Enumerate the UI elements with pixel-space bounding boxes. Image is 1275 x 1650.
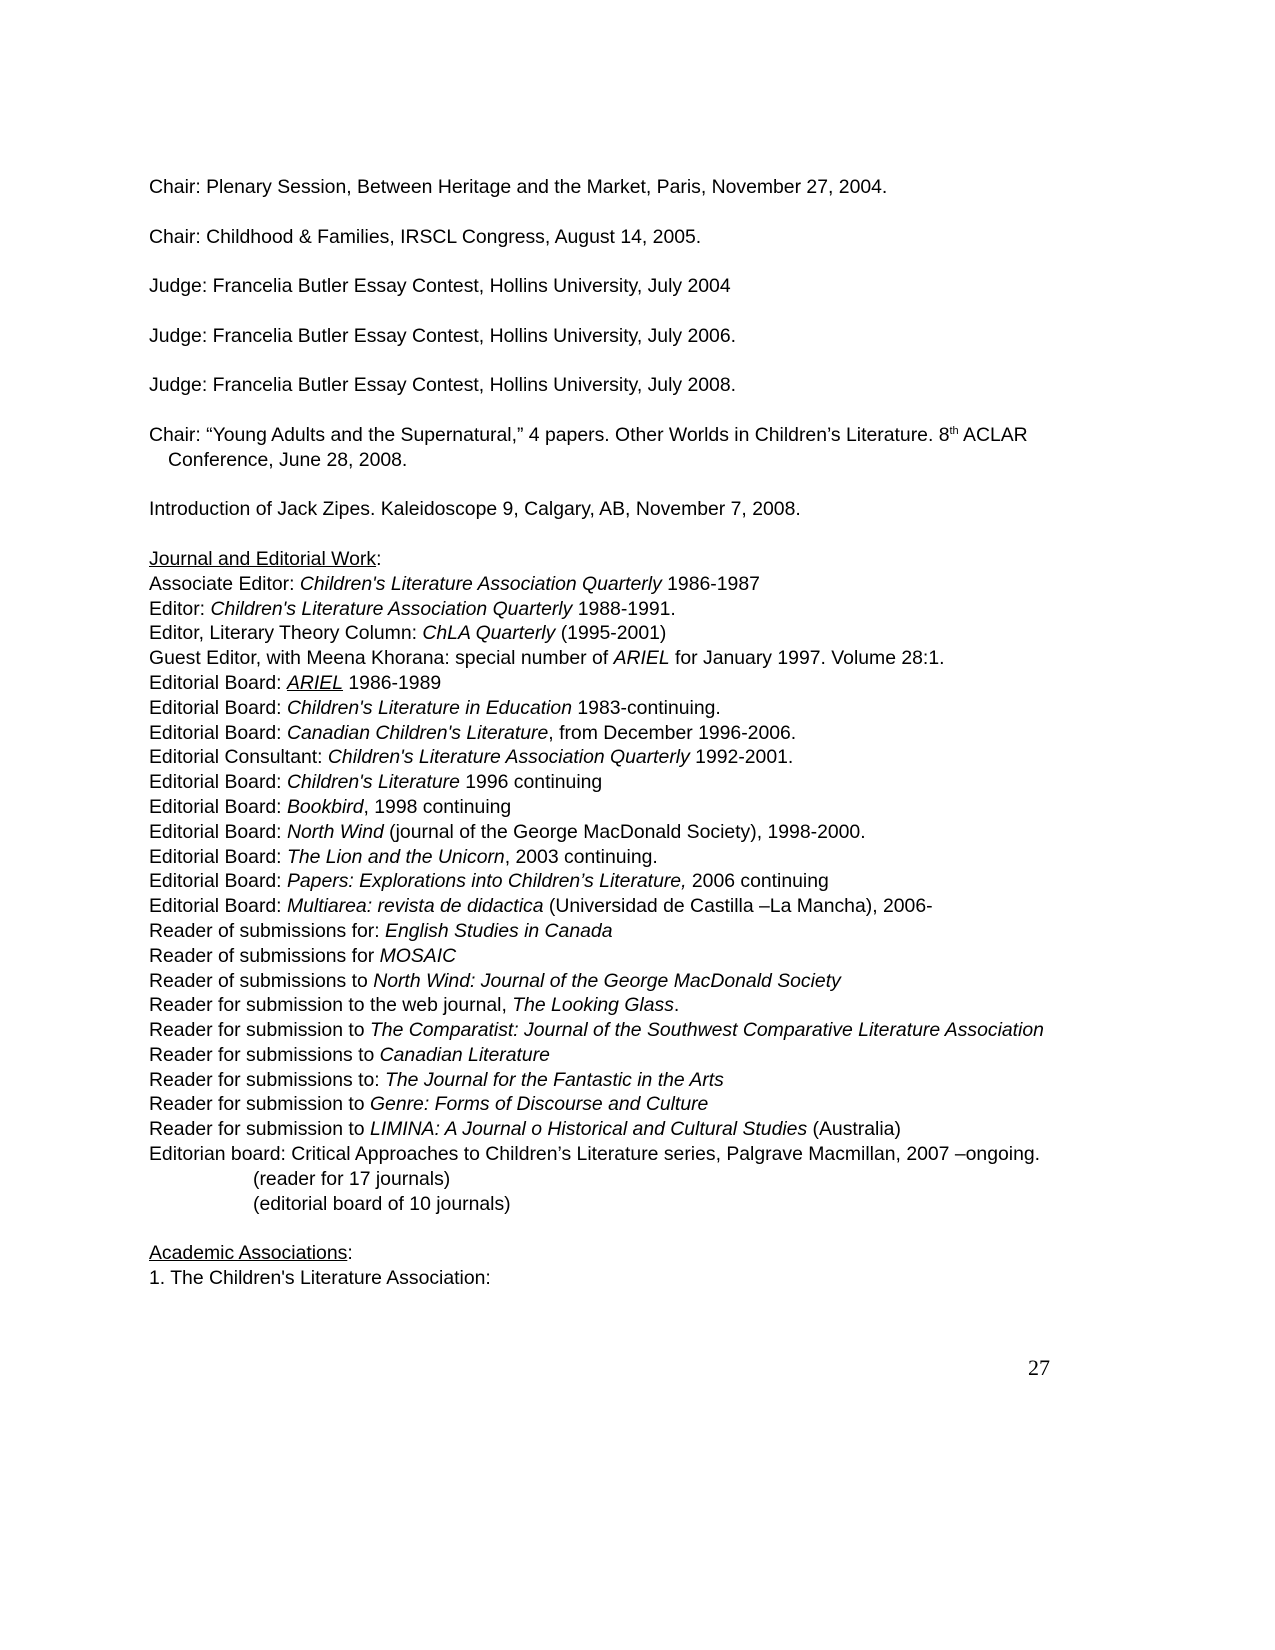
journal-section-heading-line	[149, 547, 1049, 572]
entry-judge-2006: Judge: Francelia Butler Essay Contest, Hollins University, July 2006.	[149, 324, 737, 347]
page-number: 27	[1028, 1355, 1050, 1380]
ordinal-superscript: th	[949, 424, 959, 437]
journal-item: Editorial Board: Multiarea: revista de didactica (Universidad de Castilla –La Mancha), 2006-	[149, 895, 933, 918]
entry-zipes-introduction: Introduction of Jack Zipes. Kaleidoscope 9, Calgary, AB, November 7, 2008.	[149, 498, 801, 521]
journal-item: Reader for submissions to: The Journal for the Fantastic in the Arts	[149, 1068, 724, 1091]
entry-aclar-chair	[149, 423, 1049, 473]
journal-item: Reader for submission to the web journal, The Looking Glass.	[149, 994, 680, 1017]
journal-item: Editorial Board: ARIEL 1986-1989	[149, 671, 442, 694]
journal-item: Editorial Board: North Wind (journal of the George MacDonald Society), 1998-2000.	[149, 820, 866, 843]
journal-item: Reader for submission to The Comparatist: Journal of the Southwest Comparative Literature Association	[149, 1019, 1044, 1042]
entry-judge-2008: Judge: Francelia Butler Essay Contest, Hollins University, July 2008.	[149, 374, 737, 397]
journal-item: Associate Editor: Children's Literature Association Quarterly 1986-1987	[149, 572, 760, 595]
association-list-item: 1. The Children's Literature Association:	[149, 1267, 491, 1290]
entry-aclar-text: Chair: “Young Adults and the Supernatural,” 4 papers. Other Worlds in Children’s Literature. 8	[149, 423, 950, 446]
journal-item: Reader of submissions to North Wind: Journal of the George MacDonald Society	[149, 969, 841, 992]
entry-plenary-chair: Chair: Plenary Session, Between Heritage and the Market, Paris, November 27, 2004.	[149, 176, 888, 198]
journal-item: Editorial Board: Canadian Children's Literature, from December 1996-2006.	[149, 721, 797, 744]
entry-aclar-text-continued: ACLAR Conference, June 28, 2008.	[168, 423, 1028, 471]
journal-item: Editorial Consultant: Children's Literature Association Quarterly 1992-2001.	[149, 746, 794, 769]
editorial-board-count-note: (editorial board of 10 journals)	[253, 1192, 511, 1215]
academic-section-heading-line	[149, 1241, 1049, 1266]
journal-section-heading: Journal and Editorial Work	[149, 547, 377, 570]
reader-count-note: (reader for 17 journals)	[253, 1167, 451, 1190]
heading-colon: :	[376, 547, 382, 570]
journal-item: Editorial Board: Bookbird, 1998 continuing	[149, 795, 512, 818]
journal-item: Guest Editor, with Meena Khorana: special number of ARIEL for January 1997. Volume 28:1.	[149, 647, 945, 670]
journal-item: Editorial Board: Children's Literature 1996 continuing	[149, 771, 603, 794]
journal-item: Reader of submissions for: English Studies in Canada	[149, 919, 613, 942]
journal-item: Editorial Board: Children's Literature in Education 1983-continuing.	[149, 696, 721, 719]
journal-item: Reader for submission to LIMINA: A Journal o Historical and Cultural Studies (Australia)	[149, 1118, 901, 1141]
entry-judge-2004: Judge: Francelia Butler Essay Contest, Hollins University, July 2004	[149, 275, 731, 298]
academic-section-heading: Academic Associations	[149, 1242, 348, 1265]
journal-item: Editorial Board: The Lion and the Unicorn, 2003 continuing.	[149, 845, 658, 868]
journal-item: Editor: Children's Literature Association Quarterly 1988-1991.	[149, 597, 676, 620]
heading-colon: :	[347, 1242, 353, 1265]
journal-item: Reader of submissions for MOSAIC	[149, 944, 457, 967]
journal-item: Editorial Board: Papers: Explorations into Children’s Literature, 2006 continuing	[149, 870, 829, 893]
section-spacer	[149, 1216, 1049, 1241]
journal-item: Editorian board: Critical Approaches to Children’s Literature series, Palgrave Macmillan, 2007 –ongoing.	[149, 1143, 1041, 1166]
entry-irscl-chair: Chair: Childhood & Families, IRSCL Congress, August 14, 2005.	[149, 225, 702, 248]
document-body	[149, 175, 1049, 1291]
journal-item: Reader for submission to Genre: Forms of Discourse and Culture	[149, 1093, 709, 1116]
journal-item: Editor, Literary Theory Column: ChLA Quarterly (1995-2001)	[149, 622, 667, 645]
journal-item: Reader for submissions to Canadian Literature	[149, 1043, 550, 1066]
